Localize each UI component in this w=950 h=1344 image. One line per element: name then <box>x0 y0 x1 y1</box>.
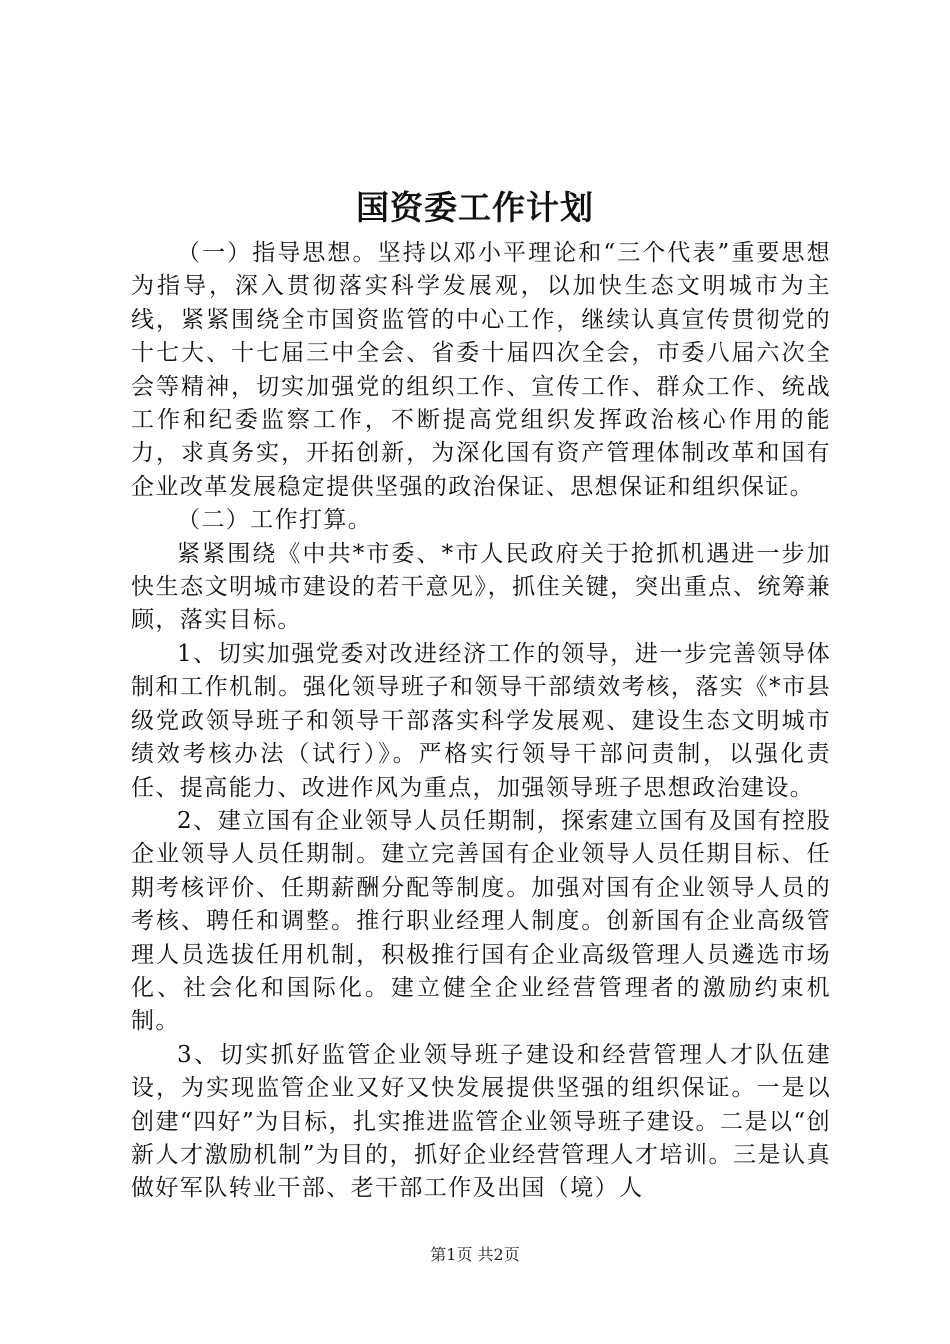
page-number-footer: 第1页 共2页 <box>430 1245 520 1264</box>
paragraph-work-plan-heading: （二）工作打算。 <box>177 507 373 534</box>
paragraph-work-plan-intro: 紧紧围绕《中共*市委、*市人民政府关于抢抓机遇进一步加快生态文明城市建设的若干意见》，抓住关键，突出重点、统筹兼顾，落实目标。 <box>131 540 831 634</box>
document-title: 国资委工作计划 <box>356 188 594 227</box>
paragraph-guiding-thought: （一）指导思想。坚持以邓小平理论和“三个代表”重要思想为指导，深入贯彻落实科学发展观，以加快生态文明城市为主线，紧紧围绕全市国资监管的中心工作，继续认真宣传贯彻党的十七大、十七届三中全会、省委十届四次全会，市委八届六次全会等精神，切实加强党的组织工作、宣传工作、群众工作、统战工作和纪委监察工作，不断提高党组织发挥政治核心作用的能力，求真务实，开拓创新，为深化国有资产管理体制改革和国有企业改革发展稳定提供坚强的政治保证、思想保证和组织保证。 <box>131 240 831 500</box>
paragraph-item-2: 2、建立国有企业领导人员任期制，探索建立国有及国有控股企业领导人员任期制。建立完善国有企业领导人员任期目标、任期考核评价、任期薪酬分配等制度。加强对国有企业领导人员的考核、聘任和调整。推行职业经理人制度。创新国有企业高级管理人员选拔任用机制，积极推行国有企业高级管理人员遴选市场化、社会化和国际化。建立健全企业经营管理者的激励约束机制。 <box>131 807 831 1035</box>
document-body <box>131 237 831 1206</box>
paragraph-item-3: 3、切实抓好监管企业领导班子建设和经营管理人才队伍建设，为实现监管企业又好又快发展提供坚强的组织保证。一是以创建“四好”为目标，扎实推进监管企业领导班子建设。二是以“创新人才激励机制”为目的，抓好企业经营管理人才培训。三是认真做好军队转业干部、老干部工作及出国（境）人 <box>131 1041 831 1202</box>
paragraph-item-1: 1、切实加强党委对改进经济工作的领导，进一步完善领导体制和工作机制。强化领导班子和领导干部绩效考核，落实《*市县级党政领导班子和领导干部落实科学发展观、建设生态文明城市绩效考核办法（试行）》。严格实行领导干部问责制，以强化责任、提高能力、改进作风为重点，加强领导班子思想政治建设。 <box>131 640 831 801</box>
